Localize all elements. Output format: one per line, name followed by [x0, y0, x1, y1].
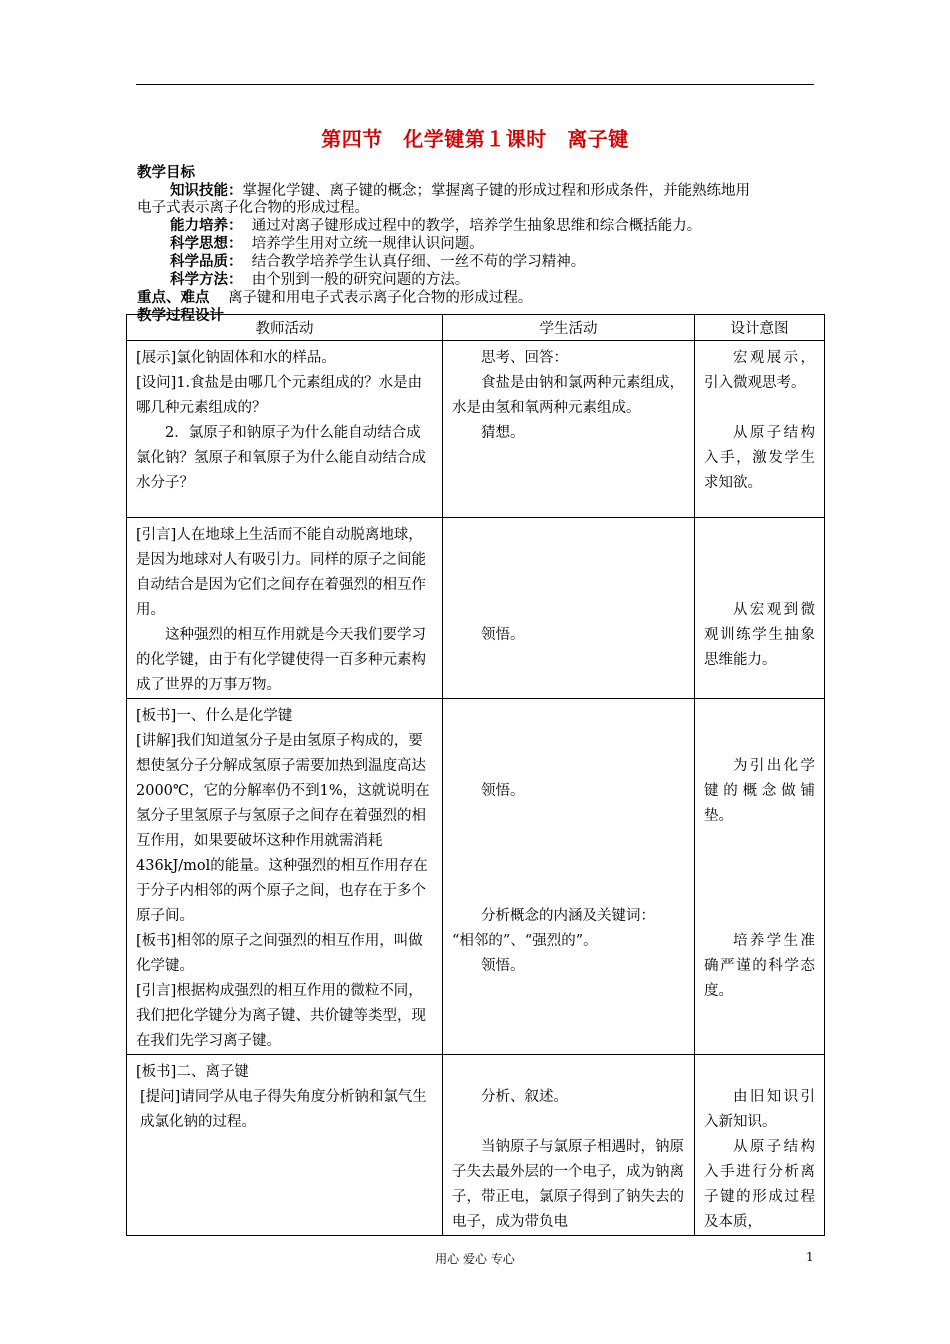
teaching-process-table — [126, 314, 825, 1236]
teacher-cell: [引言]人在地球上生活而不能自动脱离地球，是因为地球对人有吸引力。同样的原子之间能自动结合是因为它们之间存在着强烈的相互作用。 这种强烈的相互作用就是今天我们要学习的化学键，由于有化学键使得一百多种元素构成了世界的万事万物。 — [127, 518, 443, 699]
student-cell: 领悟。 — [443, 518, 695, 699]
intent-cell: 从宏观到微观训练学生抽象思维能力。 — [695, 518, 825, 699]
objective-ability: 能力培养： 通过对离子键形成过程中的教学，培养学生抽象思维和综合概括能力。 — [170, 217, 702, 234]
objective-knowledge: 知识技能：掌握化学键、离子键的概念；掌握离子键的形成过程和形成条件，并能熟练地用 — [170, 182, 750, 199]
objectives-heading: 教学目标 — [137, 164, 195, 181]
header-rule — [136, 84, 814, 85]
table-row — [127, 341, 825, 518]
intent-cell: 为引出化学键的概念做铺垫。 培养学生准确严谨的科学态度。 — [695, 699, 825, 1055]
intent-cell: 由旧知识引入新知识。 从原子结构入手进行分析离子键的形成过程及本质， — [695, 1055, 825, 1236]
teacher-cell: [板书]二、离子键 [提问]请同学从电子得失角度分析钠和氯气生成氯化钠的过程。 — [127, 1055, 443, 1236]
header-intent: 设计意图 — [695, 315, 825, 341]
student-cell: 领悟。 分析概念的内涵及关键词： “相邻的”、“强烈的”。 领悟。 — [443, 699, 695, 1055]
page-footer: 用心 爱心 专心 — [435, 1252, 515, 1266]
table-row — [127, 1055, 825, 1236]
intent-cell: 宏观展示，引入微观思考。 从原子结构入手，激发学生求知欲。 — [695, 341, 825, 518]
objective-method: 科学方法： 由个别到一般的研究问题的方法。 — [170, 271, 470, 288]
page-number: 1 — [806, 1250, 814, 1264]
objective-knowledge-cont: 电子式表示离子化合物的形成过程。 — [137, 200, 369, 216]
teacher-cell: [板书]一、什么是化学键 [讲解]我们知道氢分子是由氢原子构成的，要想使氢分子分解成氢原子需要加热到温度高达2000℃，它的分解率仍不到1%，这就说明在氢分子里氢原子与氢原子之间存在着强烈的相互作用，如果要破坏这种作用就需消耗436kJ/mol的能量。这种强烈的相互作用存在于分子内相邻的两个原子之间，也存在于多个原子间。 [板书]相邻的原子之间强烈的相互作用，叫做化学键。 [引言]根据构成强烈的相互作用的微粒不同，我们把化学键分为离子键、共价键等类型，现在我们先学习离子键。 — [127, 699, 443, 1055]
header-teacher: 教师活动 — [127, 315, 443, 341]
teacher-cell: [展示]氯化钠固体和水的样品。 [设问]1.食盐是由哪几个元素组成的？水是由哪几种元素组成的？ 2．氯原子和钠原子为什么能自动结合成氯化钠？氢原子和氧原子为什么能自动结合成水分子？ — [127, 341, 443, 518]
header-student: 学生活动 — [443, 315, 695, 341]
student-cell: 思考、回答： 食盐是由钠和氯两种元素组成，水是由氢和氧两种元素组成。 猜想。 — [443, 341, 695, 518]
objective-thought: 科学思想： 培养学生用对立统一规律认识问题。 — [170, 235, 484, 252]
table-row — [127, 518, 825, 699]
objective-quality: 科学品质： 结合教学培养学生认真仔细、一丝不苟的学习精神。 — [170, 253, 586, 270]
student-cell: 分析、叙述。 当钠原子与氯原子相遇时，钠原子失去最外层的一个电子，成为钠离子，带正电，氯原子得到了钠失去的电子，成为带负电 — [443, 1055, 695, 1236]
table-row — [127, 699, 825, 1055]
page-title: 第四节 化学键第１课时 离子键 — [321, 127, 629, 151]
objectives-section — [137, 164, 819, 325]
table-header-row — [127, 315, 825, 341]
key-points: 重点、难点 离子键和用电子式表示离子化合物的形成过程。 — [137, 289, 533, 306]
process-heading: 教学过程设计 — [137, 307, 224, 324]
